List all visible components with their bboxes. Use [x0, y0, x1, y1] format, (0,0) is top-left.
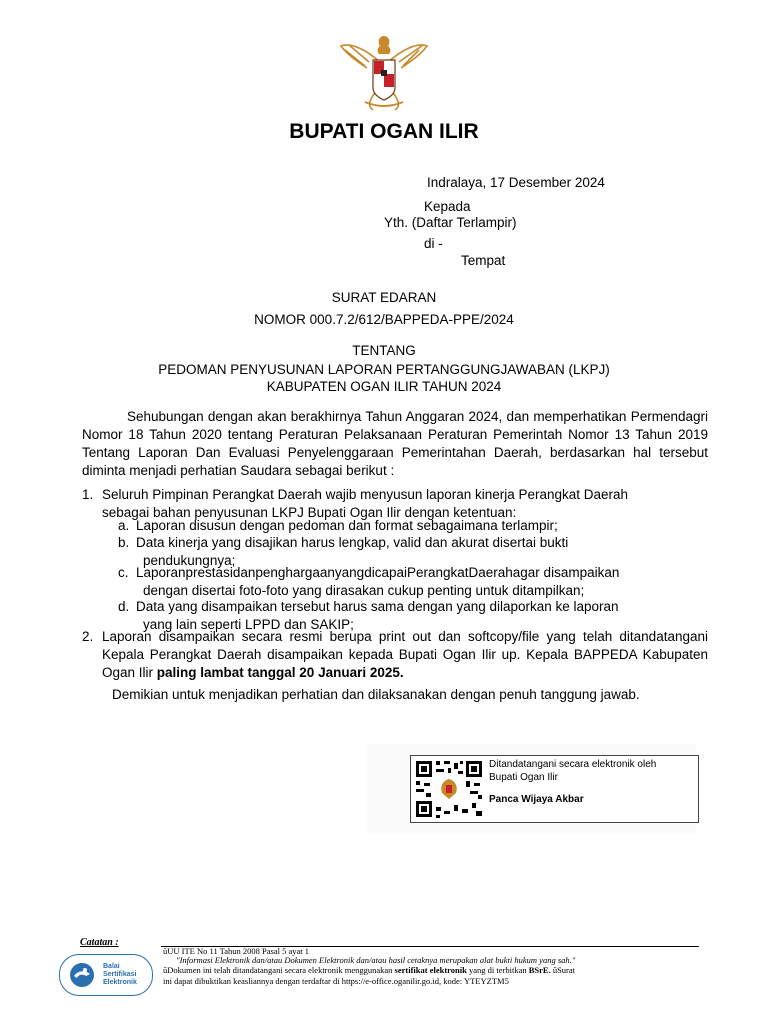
- sub-d-line2: yang lain seperti LPPD dan SAKIP;: [143, 617, 354, 632]
- list-item-2: [82, 628, 708, 682]
- recipient-line: Yth. (Daftar Terlampir): [384, 215, 517, 230]
- intro-text: Sehubungan dengan akan berakhirnya Tahun Anggaran 2024, dan memperhatikan Permendagri Nomor 18 Tahun 2020 tentang Peraturan Pelaksanaan Peraturan Pemerintah Nomor 13 Tahun 2019 Tentang Laporan Dan Evaluasi Penyelenggaraan Pemerintahan Daerah, berdasarkan hal tersebut diminta menjadi perhatian Saudara sebagai berikut :: [82, 409, 708, 478]
- sub-letter: a.: [118, 518, 130, 533]
- sub-c-line2: dengan disertai foto-foto yang dirasakan cukup penting untuk ditampilkan;: [143, 583, 585, 598]
- fn4-part-b: , kode: YTEYZTM5: [439, 976, 509, 986]
- item1-line1: Seluruh Pimpinan Perangkat Daerah wajib menyusun laporan kinerja Perangkat Daerah: [102, 487, 629, 502]
- sub-letter: b.: [118, 535, 130, 550]
- fn3-part-b: sertifikat elektronik: [394, 965, 467, 975]
- item-number: 1.: [82, 487, 94, 502]
- item-number: 2.: [82, 629, 94, 644]
- fn4-part-a: ini dapat dibuktikan keasliannya dengan terdaftar di: [163, 976, 342, 986]
- subject-line-1: PEDOMAN PENYUSUNAN LAPORAN PERTANGGUNGJAWABAN (LKPJ): [158, 362, 610, 377]
- signature-caption: Ditandatangani secara elektronik oleh: [489, 759, 657, 770]
- di-label: di -: [424, 236, 443, 251]
- sub-c-line1: LaporanprestasidanpenghargaanyangdicapaiPerangkatDaerahagar disampaikan: [136, 565, 620, 580]
- footnote-verification: [163, 976, 509, 986]
- signatory-name: Panca Wijaya Akbar: [489, 794, 584, 805]
- tempat-label: Tempat: [461, 253, 506, 268]
- sub-item-c: [118, 564, 708, 600]
- bsre-line2: Sertifikasi: [103, 971, 137, 978]
- sub-letter: c.: [118, 565, 129, 580]
- sub-letter: d.: [118, 599, 130, 614]
- bsre-logo-icon: [68, 962, 96, 988]
- fn3-part-d: BSrE.: [528, 965, 551, 975]
- fn3-part-e: ŭSurat: [550, 965, 576, 975]
- kepada-label: Kepada: [424, 199, 471, 214]
- bsre-line1: Balai: [103, 963, 120, 970]
- sub-item-a: [118, 517, 708, 535]
- fn3-part-c: yang di terbitkan: [466, 965, 529, 975]
- sub-b-line1: Data kinerja yang disajikan harus lengkap, valid dan akurat disertai bukti: [136, 535, 569, 550]
- footer-note-label: Catatan :: [80, 937, 119, 948]
- item2-text: Laporan disampaikan secara resmi berupa print out dan softcopy/file yang telah ditandatangani Kepala Perangkat Daerah disampaikan kepada Bupati Ogan Ilir up. Kepala BAPPEDA Kabupaten Ogan Ilir: [102, 629, 708, 680]
- subject-line-2: KABUPATEN OGAN ILIR TAHUN 2024: [266, 379, 502, 394]
- bsre-label: [103, 963, 137, 987]
- verification-link[interactable]: https://e-office.oganilir.go.id: [341, 976, 440, 986]
- closing-paragraph: Demikian untuk menjadikan perhatian dan dilaksanakan dengan penuh tanggung jawab.: [112, 687, 640, 702]
- fn3-part-a: ŭDokumen ini telah ditandatangani secara elektronik menggunakan: [163, 965, 395, 975]
- footnote-law: ŭUU ITE No 11 Tahun 2008 Pasal 5 ayat 1: [163, 946, 310, 956]
- bsre-line3: Elektronik: [103, 979, 137, 986]
- circular-number: NOMOR 000.7.2/612/BAPPEDA-PPE/2024: [254, 312, 514, 327]
- footnote-signature-info: [163, 965, 575, 975]
- item1-line2: sebagai bahan penyusunan LKPJ Bupati Ogan Ilir dengan ketentuan:: [102, 505, 517, 520]
- sub-a-text: Laporan disusun dengan pedoman dan format sebagaimana terlampir;: [136, 518, 558, 533]
- signature-office: Bupati Ogan Ilir: [489, 772, 558, 783]
- sub-d-line1: Data yang disampaikan tersebut harus sama dengan yang dilaporkan ke laporan: [136, 599, 619, 614]
- garuda-emblem-icon: [337, 30, 431, 114]
- deadline-text: paling lambat tanggal 20 Januari 2025.: [156, 665, 404, 680]
- document-title: BUPATI OGAN ILIR: [289, 120, 479, 143]
- circular-label: SURAT EDARAN: [331, 290, 437, 305]
- intro-paragraph: [82, 408, 708, 480]
- qr-code-icon[interactable]: [414, 759, 484, 819]
- sub-b-line2: pendukungnya;: [143, 553, 236, 568]
- tentang-label: TENTANG: [352, 343, 416, 358]
- footnote-quote: "Informasi Elektronik dan/atau Dokumen Elektronik dan/atau hasil cetaknya merupakan alat bukti hukum yang sah.": [176, 955, 576, 965]
- date-line: Indralaya, 17 Desember 2024: [427, 175, 605, 190]
